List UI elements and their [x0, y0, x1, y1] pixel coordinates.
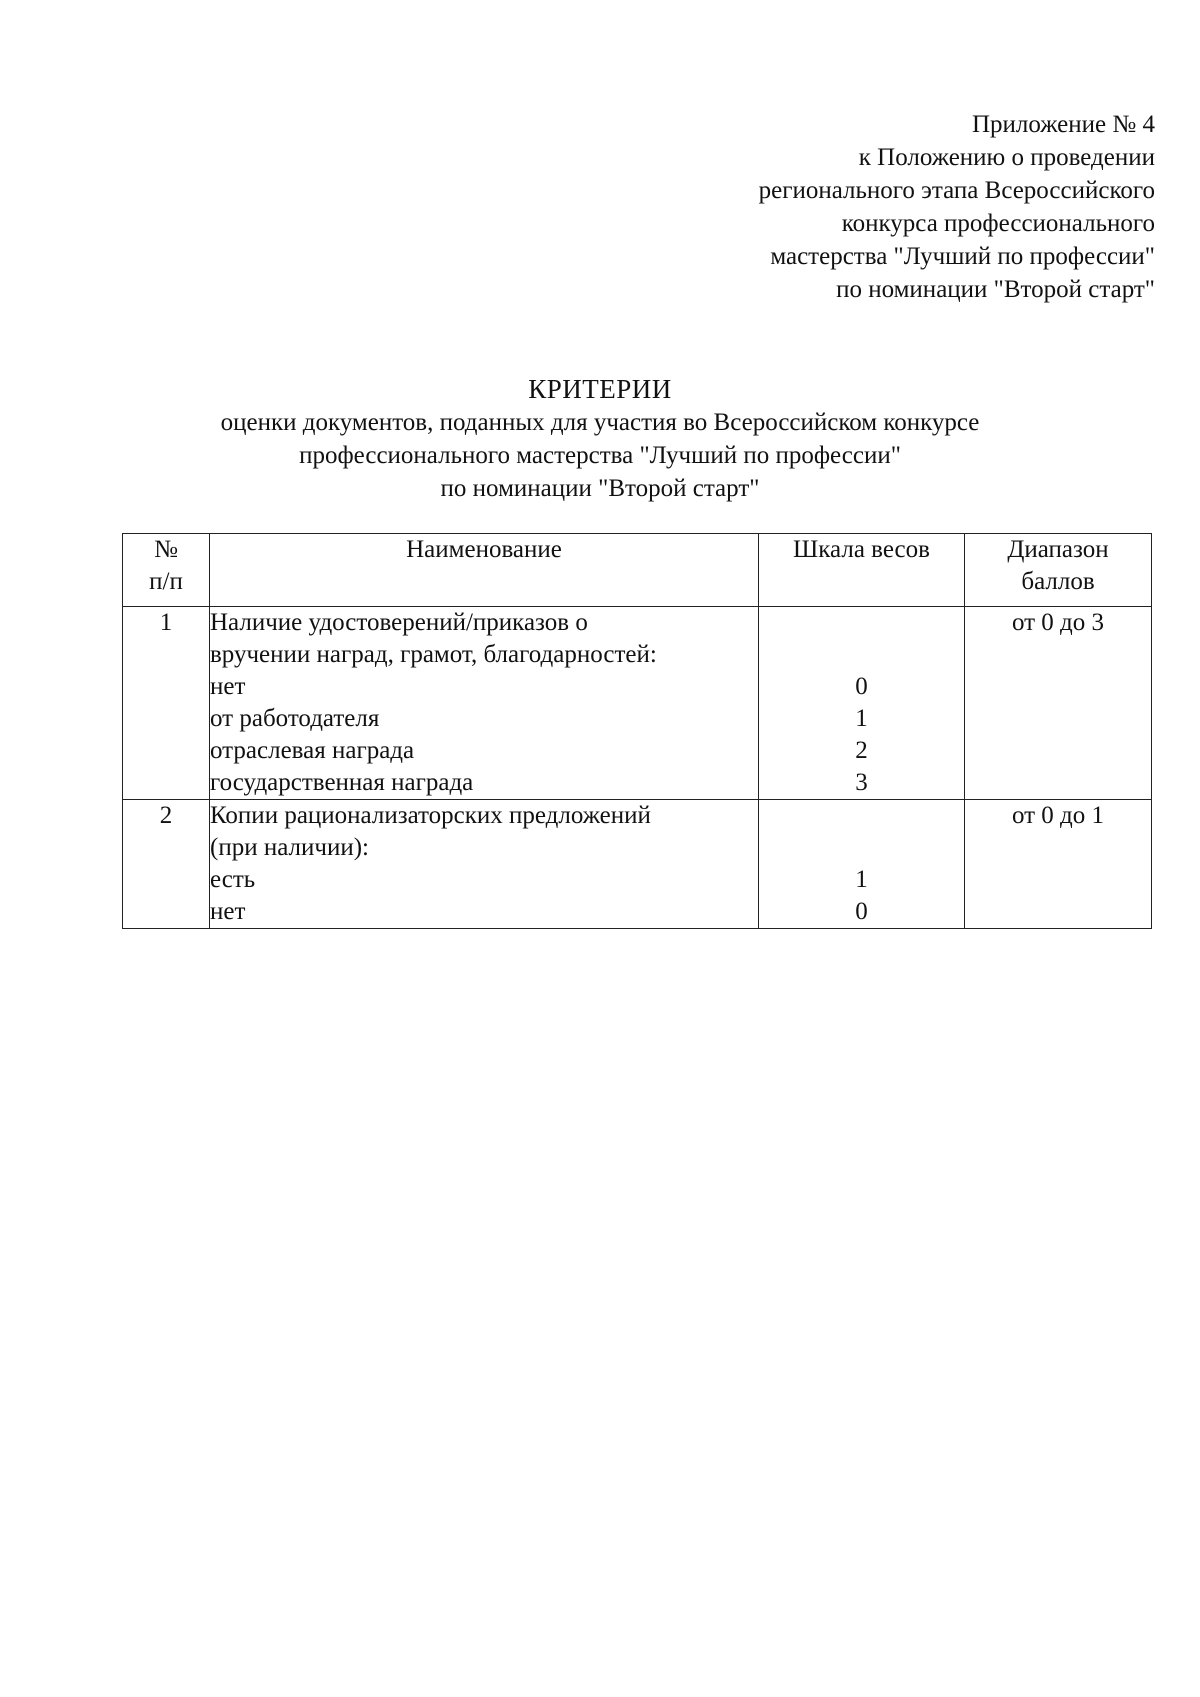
row-title-line: (при наличии): [210, 834, 369, 861]
row-name [210, 800, 759, 929]
title-main: КРИТЕРИИ [528, 374, 672, 404]
option-label: нет [210, 898, 246, 925]
option-weight: 1 [855, 705, 868, 732]
row-title-line: Копии рационализаторских предложений [210, 802, 651, 829]
option-label: есть [210, 866, 256, 893]
option-label: отраслевая награда [210, 737, 415, 764]
header-range: Диапазон баллов [965, 534, 1152, 607]
table-row [123, 800, 1152, 929]
header-name: Наименование [210, 534, 759, 607]
appendix-reference [759, 108, 1155, 306]
table-header-row [123, 534, 1152, 607]
title-subtitle-line: оценки документов, поданных для участия во Всероссийском конкурсе [220, 409, 980, 436]
row-range: от 0 до 3 [965, 607, 1152, 800]
criteria-table [122, 533, 1152, 929]
option-weight: 1 [855, 866, 868, 893]
row-title-line: вручении наград, грамот, благодарностей: [210, 641, 657, 668]
row-scale [759, 800, 965, 929]
header-num: № п/п [123, 534, 210, 607]
option-weight: 3 [855, 769, 868, 796]
appendix-line: мастерства "Лучший по профессии" [770, 243, 1155, 270]
row-number: 2 [123, 800, 210, 929]
table-row [123, 607, 1152, 800]
appendix-line: Приложение № 4 [971, 111, 1155, 138]
title-subtitle-line: по номинации "Второй старт" [440, 475, 760, 502]
row-name [210, 607, 759, 800]
row-range: от 0 до 1 [965, 800, 1152, 929]
row-scale [759, 607, 965, 800]
appendix-line: к Положению о проведении [858, 144, 1155, 171]
option-label: государственная награда [210, 769, 474, 796]
appendix-line: регионального этапа Всероссийского [758, 177, 1155, 204]
option-weight: 0 [855, 673, 868, 700]
title-subtitle-line: профессионального мастерства "Лучший по профессии" [299, 442, 901, 469]
option-label: нет [210, 673, 246, 700]
document-title [0, 372, 1200, 505]
header-scale: Шкала весов [759, 534, 965, 607]
appendix-line: по номинации "Второй старт" [836, 276, 1155, 303]
row-title-line: Наличие удостоверений/приказов о [210, 609, 588, 636]
appendix-line: конкурса профессионального [841, 210, 1155, 237]
option-label: от работодателя [210, 705, 380, 732]
option-weight: 2 [855, 737, 868, 764]
row-number: 1 [123, 607, 210, 800]
option-weight: 0 [855, 898, 868, 925]
